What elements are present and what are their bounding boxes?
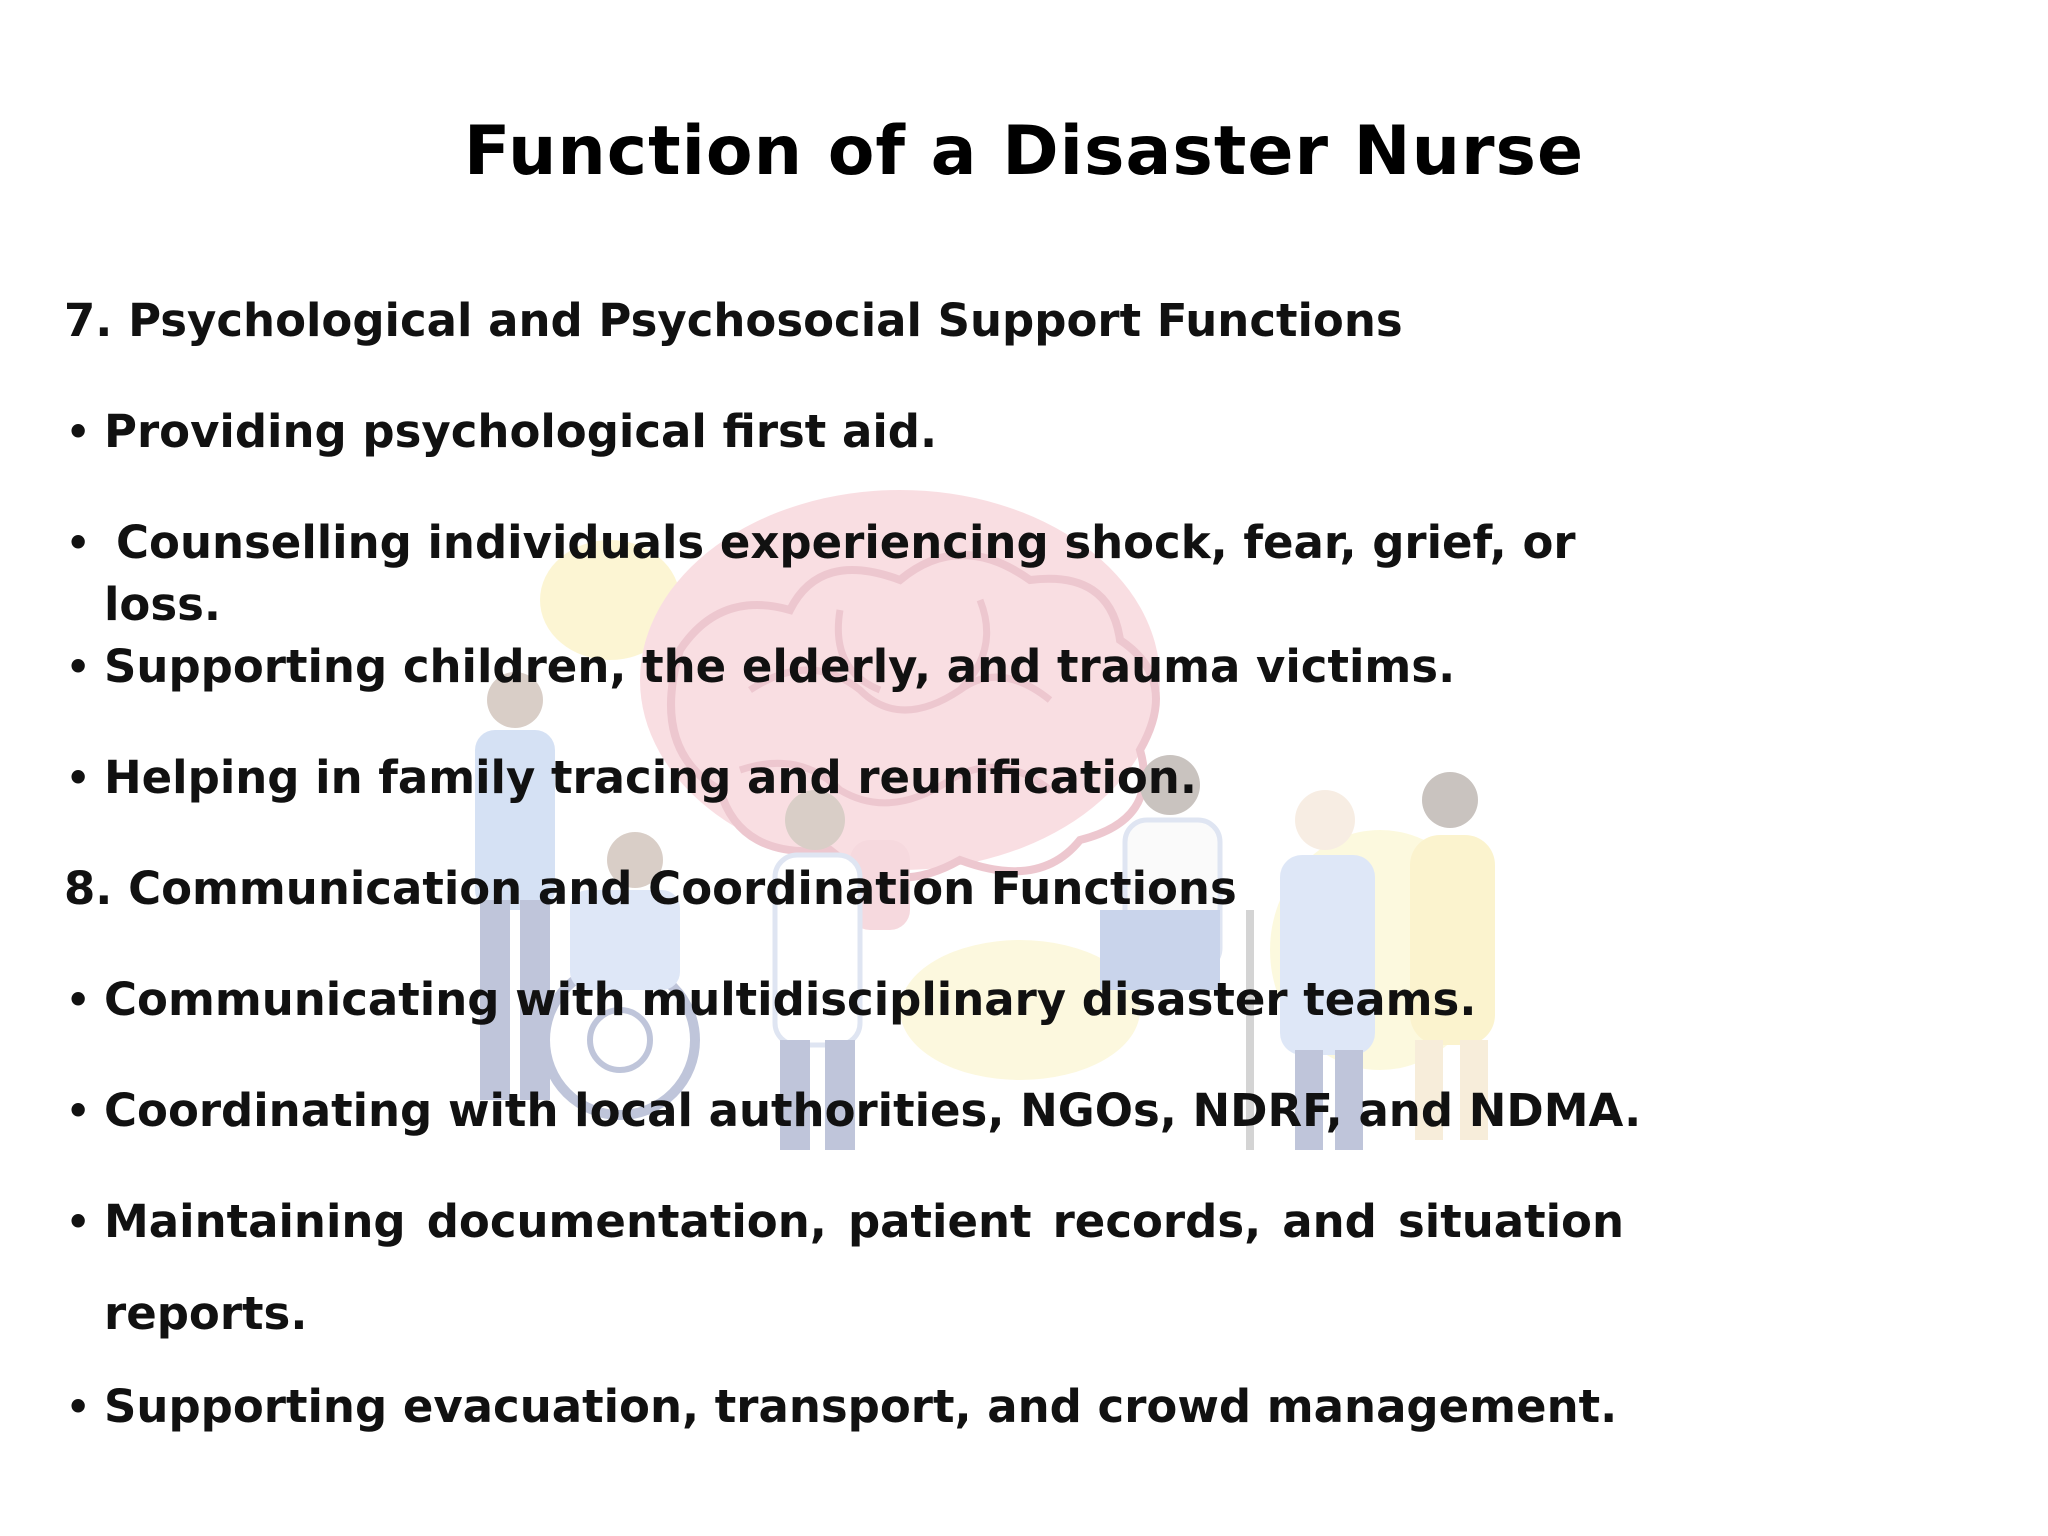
bullet-item [64, 512, 1664, 636]
bullet-dot-icon: • [66, 1200, 91, 1244]
bullet-dot-icon: • [66, 521, 91, 565]
bullet-item [64, 747, 1664, 858]
bullet-dot-icon: • [66, 410, 91, 454]
bullet-item [64, 1176, 1624, 1376]
bullet-item [64, 969, 1664, 1080]
bullet-text: Helping in family tracing and reunification. [104, 751, 1197, 804]
bullet-item [64, 636, 1664, 747]
bullet-text: Supporting children, the elderly, and trauma victims. [104, 640, 1456, 693]
section-heading-communication: 8. Communication and Coordination Functions [64, 862, 1237, 915]
bullet-dot-icon: • [66, 978, 91, 1022]
bullet-item [64, 1080, 1664, 1191]
bullet-dot-icon: • [66, 1089, 91, 1133]
bullet-text: Maintaining documentation, patient records, and situation reports. [104, 1195, 1624, 1340]
bullet-text: Coordinating with local authorities, NGOs, NDRF, and NDMA. [104, 1084, 1642, 1137]
bullet-dot-icon: • [66, 645, 91, 689]
slide-title: Function of a Disaster Nurse [463, 112, 1585, 191]
bullet-item [64, 1376, 1664, 1487]
bullet-dot-icon: • [66, 756, 91, 800]
bullet-item [64, 401, 1664, 512]
bullet-dot-icon: • [66, 1385, 91, 1429]
slide-content [64, 290, 1664, 1487]
bullet-text: Providing psychological first aid. [104, 405, 938, 458]
bullet-text: Counselling individuals experiencing shock, fear, grief, or loss. [104, 516, 1576, 631]
bullet-text: Communicating with multidisciplinary disaster teams. [104, 973, 1477, 1026]
bullet-text: Supporting evacuation, transport, and crowd management. [104, 1380, 1618, 1433]
section-heading-psychological: 7. Psychological and Psychosocial Support Functions [64, 294, 1403, 347]
